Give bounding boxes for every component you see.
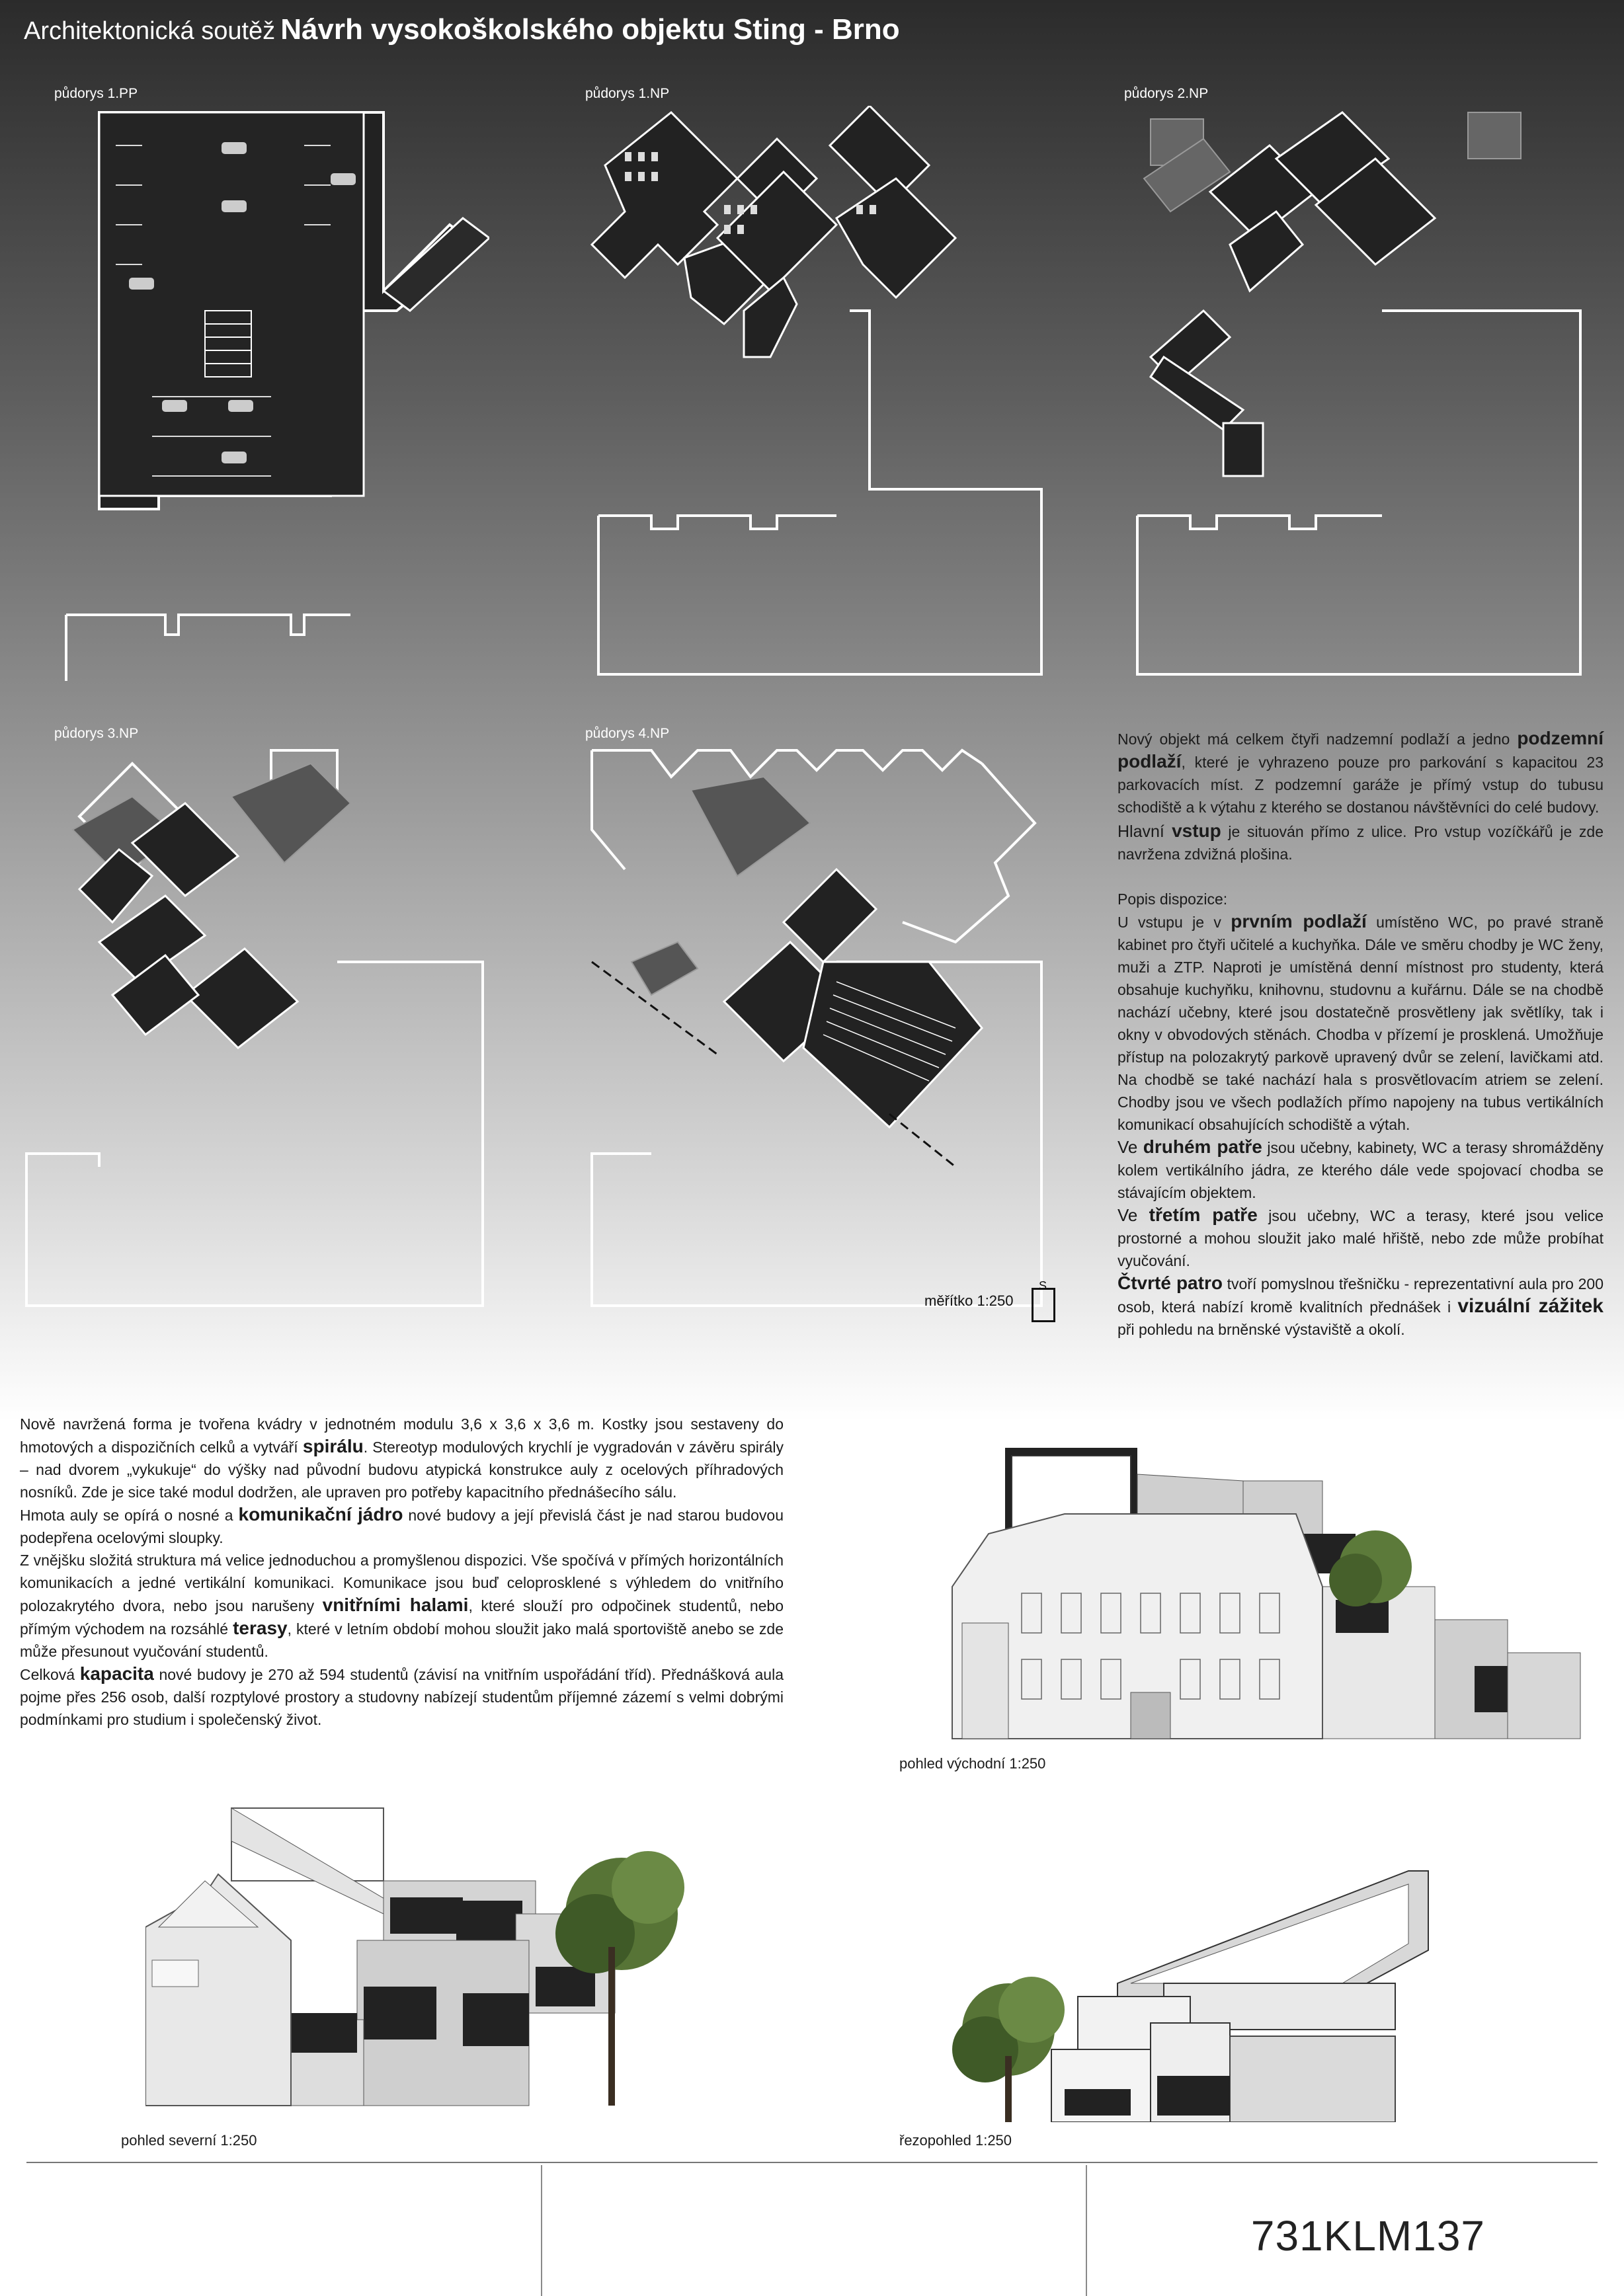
plan-label-np1: půdorys 1.NP — [585, 86, 670, 101]
header-title: Návrh vysokoškolského objektu Sting - Brno — [280, 13, 900, 46]
description-left: Nově navržená forma je tvořena kvádry v jednotném modulu 3,6 x 3,6 x 3,6 m. Kostky jsou sestaveny do hmotových a dispozičních celků a vytváří spirálu. Stereotyp modulových krychlí je vygradován v závěru spirály – nad dvorem „vykukuje“ do výšky nad původní budovu atypická konstrukce auly z ocelových příhradových nosníků. Zde je sice také modul dodržen, ale upraven pro potřeby kapacitního přednášecího sálu. Hmota auly se opírá o nosné a komunikační jádro nové budovy a její převislá část je nad starou budovou podepřena ocelovými sloupky. Z vnějšku složitá struktura má velice jednoduchou a promyšlenou dispozici. Vše spočívá v přímých horizontálních komunikacích a jedné vertikální komunikaci. Komunikace jsou buď celoprosklené s výhledem do vnitřního polozakrytého dvora, nebo jsou narušeny vnitřními halami, které slouží pro odpočinek studentů, nebo přímým východem na rozsáhlé terasy, které v letním období mohou sloužit jako malá sportoviště anebo se zde může přesunout vyučování studentů. Celková kapacita nové budovy je 270 až 594 studentů (závisí na vnitřním uspořádání tříd). Přednášková aula pojme přes 256 osob, další rozptylové prostory a studovny nabízejí studentům příjemné zázemí s velmi dobrými podmínkami pro studium i společenský život. — [20, 1415, 784, 1728]
description-right: Nový objekt má celkem čtyři nadzemní podlaží a jedno podzemní podlaží, které je vyhrazeno pouze pro parkování s kapacitou 23 parkovacích míst. Z podzemní garáže je přímý vstup do tubusu schodiště a k výtahu z kterého se dostanou návštěvníci do celé budovy. Hlavní vstup je situován přímo z ulice. Pro vstup vozíčkářů je zde navržena zdvižná plošina. Popis dispozice: U vstupu je v prvním podlaží umístěno WC, po pravé straně kabinet pro čtyři učitelé a kuchyňka. Dále ve směru chodby je WC ženy, muži a ZTP. Naproti je umístěná denní místnost pro studenty, která obsahuje kuchyňku, knihovnu, studovnu a kuřárnu. Dále se na chodbě nachází učebny, které jsou dostatečně prosvětleny jak světlíky, tak i okny v obvodových stěnách. Chodba v přízemí je prosklená. Umožňuje přístup na polozakrytý parkově upravený dvůr se zelení, lavičkami atd. Na chodbě se také nachází hala s prosvětlovacím atriem se zelení. Chodby jsou ve všech podlažích přímo napojeny na tubus vertikálních komunikací obsahujících schodiště a výtah. Ve druhém patře jsou učebny, kabinety, WC a terasy shromážděny kolem vertikálního jádra, ze kterého dále vede spojovací chodba se stávajícím objektem. Ve třetím patře jsou učebny, WC a terasy, které jsou velice prostorné a mohou sloužit jako malé hřiště, nebo zde může probíhat vyučování. Čtvrté patro tvoří pomyslnou třešničku - reprezentativní aula pro 200 osob, která nabízí kromě kvalitních přednášek i vizuální zážitek při pohledu na brněnské výstaviště a okolí. — [1117, 728, 1604, 1338]
east-view-caption: pohled východní 1:250 — [899, 1755, 1046, 1772]
header-prefix: Architektonická soutěž — [24, 17, 276, 45]
floor-plan-np2 — [1124, 106, 1600, 688]
north-view-caption: pohled severní 1:250 — [121, 2132, 257, 2149]
floor-plan-pp1 — [53, 106, 489, 688]
floor-plan-np4 — [585, 744, 1061, 1326]
project-code: 731KLM137 — [1250, 2212, 1485, 2260]
page-header — [24, 13, 900, 46]
plan-label-np3: půdorys 3.NP — [54, 726, 139, 741]
footer-column-divider — [1086, 2165, 1087, 2296]
section-view-drawing — [946, 1864, 1494, 2122]
floor-plan-np3 — [20, 744, 509, 1326]
section-view-caption: řezopohled 1:250 — [899, 2132, 1012, 2149]
plan-label-pp1: půdorys 1.PP — [54, 86, 138, 101]
north-symbol: S — [1039, 1279, 1047, 1292]
plan-label-np4: půdorys 4.NP — [585, 726, 670, 741]
east-elevation-drawing — [926, 1448, 1587, 1752]
plan-label-np2: půdorys 2.NP — [1124, 86, 1209, 101]
footer-column-divider — [541, 2165, 542, 2296]
north-elevation-drawing — [145, 1801, 688, 2119]
floor-plan-np1 — [585, 106, 1061, 688]
footer-divider — [26, 2162, 1598, 2163]
scale-label: měřítko 1:250 — [924, 1292, 1014, 1309]
